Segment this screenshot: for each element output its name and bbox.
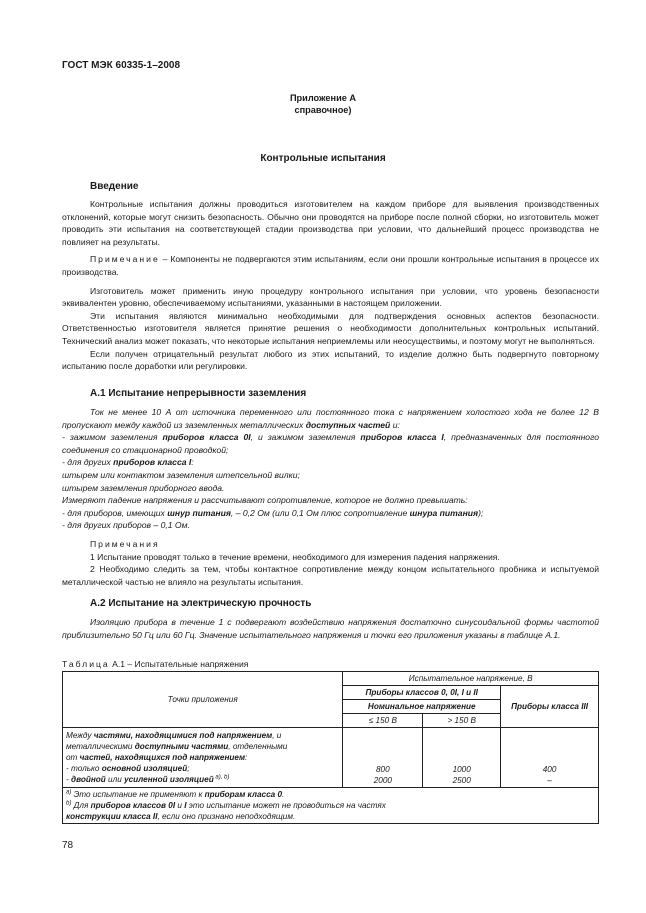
a1-line-5: штырем заземления приборного ввода. bbox=[62, 482, 225, 493]
header-class-iii: Приборы класса III bbox=[501, 686, 599, 728]
values-gt-150: 1000 2500 bbox=[423, 728, 501, 788]
intro-section bbox=[62, 180, 599, 373]
intro-paragraph-1: Контрольные испытания должны проводиться изготовителем на каждом приборе для выявления производственных отклонений, которые могут снизить безопасность. Обычно они проводятся на приборе после полной сборки, но изготовитель может проводить эти испытания на соответствующей стадии производства при условии, что дальнейший процесс производства не повлияет на результаты. bbox=[62, 199, 599, 247]
intro-paragraph-3: Эти испытания являются минимально необходимыми для подтверждения основных аспектов безопасности. Ответственностью изготовителя является принятие решения о необходимости дополнительных контрольных испытаний. Технический анализ может показать, что некоторые испытания неприемлемы или неосуществимы, и поэтому могут не выполняться. bbox=[62, 310, 599, 346]
main-title: Контрольные испытания bbox=[260, 153, 386, 164]
intro-note-text: – Компоненты не подвергаются этим испытаниям, если они прошли контрольные испытания в процессе их производства. bbox=[62, 254, 599, 277]
document-header: ГОСТ МЭК 60335-1–2008 bbox=[62, 60, 181, 71]
annex-title: Приложение А bbox=[289, 93, 357, 103]
row-description: Между частями, находящимися под напряжением, и металлическими доступными частями, отделенными от частей, находящихся под напряжением: - только основной изоляцией; - двойной или усиленной изоляцией $^{а), b)}$ bbox=[63, 728, 343, 788]
a1-line-2: - зажимом заземления приборов класса 0I, и зажимом заземления приборов класса I, предназначенных для постоянного соединения со стационарной проводкой; bbox=[62, 432, 599, 455]
a1-line-4: штырем или контактом заземления штепсельной вилки; bbox=[62, 469, 300, 480]
a1-note-1: 1 Испытание проводят только в течение времени, необходимого для измерения падения напряжения. bbox=[90, 551, 500, 562]
intro-note bbox=[62, 253, 599, 278]
header-test-voltage: Испытательное напряжение, В bbox=[343, 672, 599, 686]
test-voltage-table bbox=[62, 671, 599, 824]
table-row bbox=[63, 728, 599, 788]
a1-line-3: - для других приборов класса I: bbox=[62, 457, 194, 468]
header-points: Точки приложения bbox=[63, 672, 343, 728]
a1-line-6: Измеряют падение напряжения и рассчитывают сопротивление, которое не должно превышать: bbox=[62, 495, 468, 506]
intro-heading: Введение bbox=[90, 181, 139, 192]
a2-heading: А.2 Испытание на электрическую прочность bbox=[90, 598, 312, 609]
table-caption: Таблица А.1 – Испытательные напряжения bbox=[62, 659, 249, 669]
footnote-b: $^{b)}$ Для приборов классов 0I и I это испытание может не проводиться на частях bbox=[66, 800, 386, 810]
header-classes-0-0i-i-ii: Приборы классов 0, 0I, I и II bbox=[343, 686, 501, 700]
table-footnotes bbox=[63, 788, 599, 824]
page-number: 78 bbox=[62, 840, 74, 851]
intro-note-label: Примечание bbox=[90, 254, 160, 265]
values-class-iii: 400 – bbox=[501, 728, 599, 788]
footnote-a: $^{a)}$ Это испытание не применяют к приборам класса 0. bbox=[66, 789, 285, 799]
table-header-row bbox=[63, 672, 599, 686]
section-a1 bbox=[62, 387, 599, 588]
header-nominal-voltage: Номинальное напряжение bbox=[343, 700, 501, 714]
annex-status: справочное) bbox=[294, 105, 352, 115]
header-le-150: ≤ 150 В bbox=[343, 714, 423, 728]
intro-paragraph-2: Изготовитель может применить иную процедуру контрольного испытания при условии, что уровень безопасности эквивалентен уровню, обеспечиваемому испытаниями, указанными в настоящем приложении. bbox=[62, 285, 599, 309]
a2-paragraph: Изоляцию прибора в течение 1 с подвергают воздействию напряжения достаточно синусоидальной формы частотой приблизительно 50 Гц или 60 Гц. Значение испытательного напряжения и точки его приложения указаны в таблице А.1. bbox=[62, 617, 599, 640]
a1-note-2: 2 Необходимо следить за тем, чтобы контактное сопротивление между концом испытательного пробника и испытуемой металлической частью не влияло на результаты испытания. bbox=[62, 564, 599, 587]
section-a2 bbox=[62, 597, 599, 641]
a1-notes-label: Примечания bbox=[90, 538, 160, 549]
footnotes-cell: $^{a)}$ Это испытание не применяют к приборам класса 0. $^{b)}$ Для приборов классов 0I и I это испытание может не проводиться на частях конструкции класса II, если оно признано неподходящим. bbox=[63, 788, 599, 824]
a1-line-8: - для других приборов – 0,1 Ом. bbox=[62, 520, 190, 531]
header-gt-150: > 150 В bbox=[423, 714, 501, 728]
values-le-150: 800 2000 bbox=[343, 728, 423, 788]
intro-paragraph-4: Если получен отрицательный результат любого из этих испытаний, то изделие должно быть подвергнуто повторному испытанию после доработки или регулировки. bbox=[62, 348, 599, 372]
a1-line-1: Ток не менее 10 А от источника переменного или постоянного тока с напряжением холостого хода не более 12 В пропускают между каждой из заземленных металлических доступных частей и: bbox=[62, 407, 599, 430]
a1-heading: А.1 Испытание непрерывности заземления bbox=[90, 388, 307, 399]
a1-line-7: - для приборов, имеющих шнур питания, – 0,2 Ом (или 0,1 Ом плюс сопротивление шнура питания); bbox=[62, 507, 484, 518]
